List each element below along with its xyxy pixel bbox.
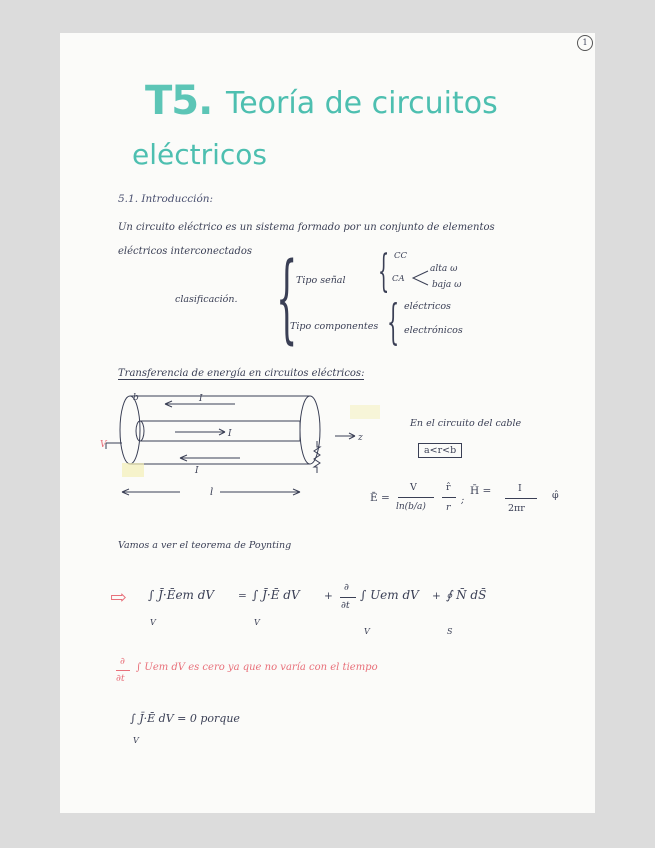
h-field-fraction-bar — [505, 498, 537, 499]
title-code: T5. — [145, 78, 213, 124]
h-field-phihat: φ̂ — [552, 490, 559, 501]
poynting-sub-s: S — [447, 627, 453, 636]
cable-note: En el circuito del cable — [410, 418, 522, 429]
component-type-label: Tipo componentes — [290, 321, 379, 332]
implication-arrow-icon: ⇨ — [110, 585, 127, 609]
coaxial-cable-diagram — [100, 385, 380, 505]
poynting-plus-2: + — [432, 590, 441, 602]
poynting-sub-v2: V — [254, 618, 260, 627]
component-brace: { — [387, 294, 400, 350]
diagram-label-i-top: I — [199, 394, 203, 404]
intro-line-1: Un circuito eléctrico es un sistema formado por un conjunto de elementos — [118, 222, 495, 233]
poynting-intro: Vamos a ver el teorema de Poynting — [118, 540, 292, 551]
diagram-label-z: z — [358, 433, 363, 443]
pink-dt-bar — [116, 670, 130, 671]
e-field-rhat: r̂ — [446, 482, 451, 493]
e-field-numerator: V — [410, 482, 417, 493]
e-field-r: r — [446, 502, 451, 513]
poynting-term-1: ∫ J̄·Ēem dV — [148, 588, 215, 602]
classification-brace: { — [276, 242, 298, 354]
poynting-dt-bar — [340, 597, 356, 598]
poynting-sub-v1: V — [150, 618, 156, 627]
diagram-label-i-inner: I — [228, 429, 232, 439]
h-field-lhs: H̄ = — [470, 485, 492, 497]
classification-label: clasificación. — [175, 294, 238, 305]
pink-dt-den: ∂t — [116, 673, 125, 684]
alta-label: alta ω — [430, 264, 458, 274]
poynting-plus-1: + — [324, 590, 333, 602]
title-text-line2: eléctricos — [132, 138, 268, 171]
title-text-line1: Teoría de circuitos — [226, 86, 498, 121]
page-number: 1 — [577, 35, 593, 51]
h-field-denominator: 2πr — [508, 503, 525, 514]
poynting-dt-den: ∂t — [341, 600, 350, 611]
diagram-label-l: l — [210, 487, 214, 498]
poynting-equals: = — [238, 590, 247, 602]
poynting-dt-num: ∂ — [344, 582, 349, 593]
ca-label: CA — [392, 274, 405, 284]
e-field-r-bar — [442, 497, 456, 498]
poynting-sub-v3: V — [364, 627, 370, 636]
transfer-heading: Transferencia de energía en circuitos eléctricos: — [118, 368, 365, 379]
h-field-numerator: I — [518, 483, 522, 494]
signal-type-label: Tipo señal — [296, 275, 346, 286]
diagram-label-i-bottom: I — [195, 466, 199, 476]
e-field-lhs: Ē = — [370, 492, 390, 504]
poynting-term-4: ∮ N̄ dS̄ — [446, 588, 487, 602]
field-separator: ; — [461, 495, 465, 506]
intro-line-2: eléctricos interconectados — [118, 246, 253, 257]
poynting-term-3: ∫ Uem dV — [360, 588, 419, 602]
cc-label: CC — [394, 251, 408, 261]
section-heading: 5.1. Introducción: — [118, 193, 214, 205]
cable-condition: a<r<b — [418, 443, 462, 458]
signal-brace: { — [378, 246, 390, 297]
last-line-sub: V — [133, 736, 139, 745]
diagram-label-v: V — [100, 440, 107, 450]
electricos-label: eléctricos — [404, 301, 451, 312]
baja-label: baja ω — [432, 280, 462, 290]
ca-split-icon — [410, 268, 430, 288]
electronicos-label: electrónicos — [404, 325, 463, 336]
pink-dt-num: ∂ — [120, 656, 125, 667]
diagram-label-b: b — [133, 393, 139, 403]
last-line: ∫ J̄·Ē dV = 0 porque — [130, 712, 240, 725]
e-field-fraction-bar — [398, 497, 434, 498]
pink-note-line: ∫ Uem dV es cero ya que no varía con el tiempo — [136, 662, 378, 673]
e-field-denominator: ln(b/a) — [396, 502, 426, 512]
poynting-term-2: ∫ J̄·Ē dV — [252, 588, 300, 602]
